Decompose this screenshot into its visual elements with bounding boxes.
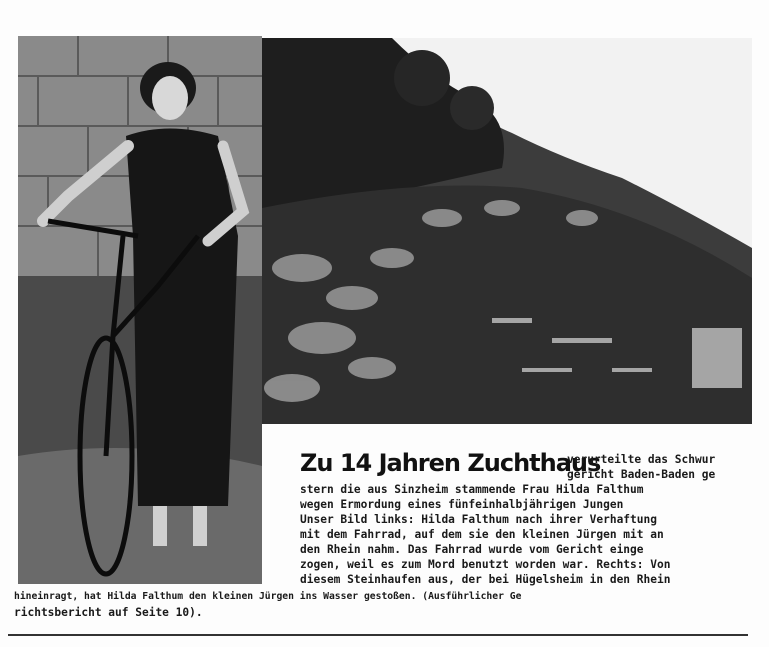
article-line: verurteilte das Schwur (567, 453, 716, 466)
photo-stone-heap-riverbank (262, 38, 752, 424)
stone-heap-illustration (262, 38, 752, 424)
article-line: hineinragt, hat Hilda Falthum den kleinen Jürgen ins Wasser gestoßen. (Ausführlicher Ge (14, 591, 522, 602)
headline: Zu 14 Jahren Zuchthaus (300, 449, 601, 477)
article-line: zogen, weil es zum Mord benutzt worden war. Rechts: Von (300, 558, 671, 571)
article-line: mit dem Fahrrad, auf dem sie den kleinen Jürgen mit an (300, 528, 664, 541)
article-line: den Rhein nahm. Das Fahrrad wurde vom Gericht einge (300, 543, 644, 556)
woman-bicycle-illustration (18, 36, 262, 584)
article-line: Unser Bild links: Hilda Falthum nach ihrer Verhaftung (300, 513, 657, 526)
article-line: richtsbericht auf Seite 10). (14, 606, 203, 619)
bottom-rule (8, 634, 748, 636)
photo-woman-with-bicycle (18, 36, 262, 584)
article-line: stern die aus Sinzheim stammende Frau Hilda Falthum (300, 483, 644, 496)
article-line: gericht Baden-Baden ge (567, 468, 716, 481)
article-line: diesem Steinhaufen aus, der bei Hügelsheim in den Rhein (300, 573, 671, 586)
article-line: wegen Ermordung eines fünfeinhalbjährigen Jungen (300, 498, 624, 511)
